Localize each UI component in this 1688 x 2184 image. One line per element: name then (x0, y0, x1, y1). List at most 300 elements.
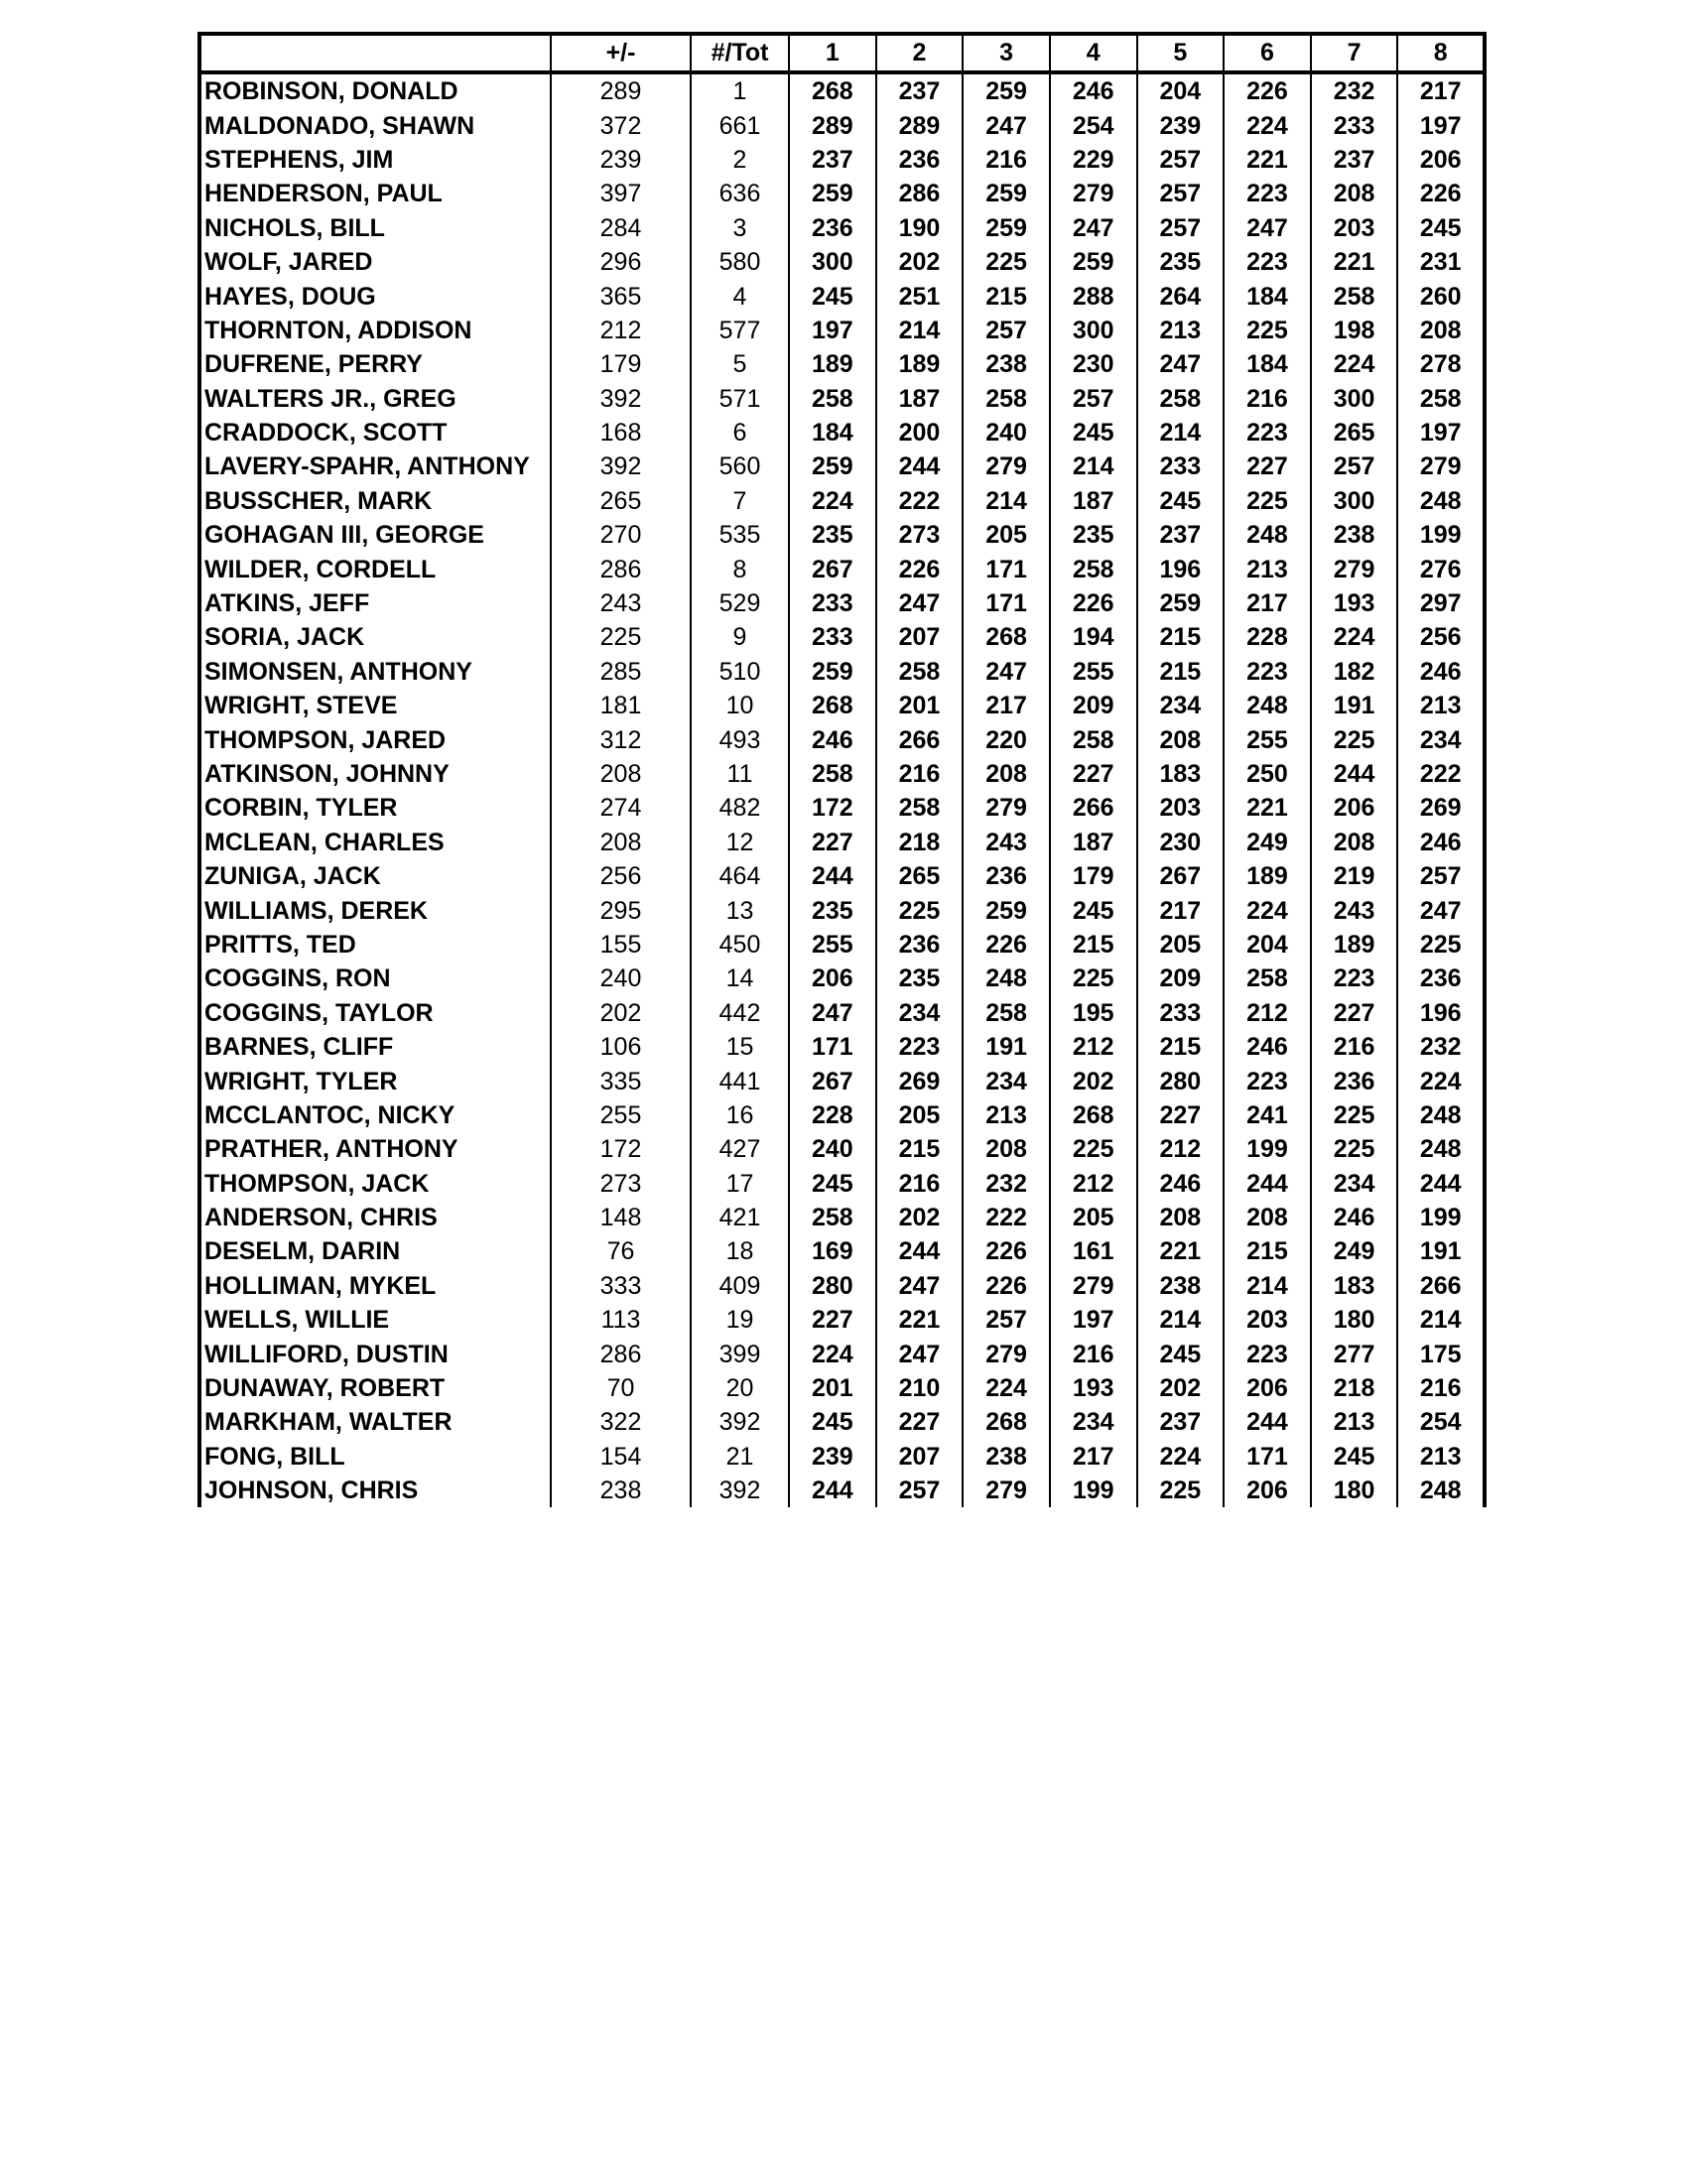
bowler-name: DESELM, DARIN (199, 1234, 551, 1268)
table-row (199, 484, 1485, 518)
game-score-5: 246 (1137, 1167, 1225, 1201)
table-row (199, 1440, 1485, 1474)
game-score-2: 236 (876, 928, 964, 962)
game-score-5: 257 (1137, 177, 1225, 210)
bowler-name: WELLS, WILLIE (199, 1303, 551, 1337)
number-total-value: 529 (691, 586, 789, 620)
game-score-2: 236 (876, 143, 964, 177)
game-score-5: 233 (1137, 996, 1225, 1030)
game-score-7: 277 (1311, 1337, 1398, 1370)
game-score-6: 241 (1224, 1098, 1311, 1132)
game-score-1: 245 (789, 1167, 876, 1201)
game-score-2: 258 (876, 655, 964, 689)
plus-minus-value: 154 (551, 1440, 691, 1474)
game-score-7: 206 (1311, 791, 1398, 825)
bowler-name: WALTERS JR., GREG (199, 382, 551, 416)
table-row (199, 382, 1485, 416)
game-score-1: 268 (789, 689, 876, 722)
game-score-1: 258 (789, 1201, 876, 1234)
game-score-3: 236 (963, 859, 1050, 893)
game-score-4: 279 (1050, 177, 1137, 210)
plus-minus-value: 270 (551, 518, 691, 552)
game-score-8: 231 (1397, 245, 1485, 279)
game-score-5: 209 (1137, 962, 1225, 995)
number-total-value: 661 (691, 108, 789, 142)
bowler-name: BARNES, CLIFF (199, 1030, 551, 1064)
number-total-value: 493 (691, 722, 789, 756)
number-total-value: 16 (691, 1098, 789, 1132)
number-total-value: 399 (691, 1337, 789, 1370)
game-score-1: 233 (789, 586, 876, 620)
game-score-5: 245 (1137, 484, 1225, 518)
game-score-7: 237 (1311, 143, 1398, 177)
game-score-6: 217 (1224, 586, 1311, 620)
game-score-2: 200 (876, 416, 964, 450)
number-total-value: 10 (691, 689, 789, 722)
game-score-3: 257 (963, 314, 1050, 347)
game-score-2: 216 (876, 757, 964, 791)
game-score-3: 240 (963, 416, 1050, 450)
game-score-6: 214 (1224, 1269, 1311, 1303)
game-score-7: 225 (1311, 722, 1398, 756)
game-score-8: 276 (1397, 552, 1485, 585)
game-score-7: 300 (1311, 382, 1398, 416)
game-score-1: 235 (789, 893, 876, 927)
game-score-6: 223 (1224, 1064, 1311, 1097)
game-score-5: 214 (1137, 1303, 1225, 1337)
plus-minus-value: 265 (551, 484, 691, 518)
game-score-5: 237 (1137, 518, 1225, 552)
game-score-6: 247 (1224, 211, 1311, 245)
game-score-3: 225 (963, 245, 1050, 279)
game-score-4: 225 (1050, 962, 1137, 995)
number-total-value: 1 (691, 72, 789, 108)
bowler-name: THOMPSON, JACK (199, 1167, 551, 1201)
game-score-3: 259 (963, 72, 1050, 108)
number-total-value: 17 (691, 1167, 789, 1201)
game-score-2: 205 (876, 1098, 964, 1132)
plus-minus-value: 148 (551, 1201, 691, 1234)
game-score-8: 197 (1397, 108, 1485, 142)
plus-minus-value: 285 (551, 655, 691, 689)
bowler-name: PRATHER, ANTHONY (199, 1132, 551, 1166)
game-score-4: 255 (1050, 655, 1137, 689)
table-row (199, 962, 1485, 995)
game-score-5: 215 (1137, 620, 1225, 654)
game-score-6: 223 (1224, 177, 1311, 210)
number-total-value: 580 (691, 245, 789, 279)
game-score-1: 245 (789, 279, 876, 313)
plus-minus-value: 392 (551, 450, 691, 483)
game-score-8: 191 (1397, 1234, 1485, 1268)
game-score-4: 161 (1050, 1234, 1137, 1268)
game-score-8: 236 (1397, 962, 1485, 995)
plus-minus-value: 365 (551, 279, 691, 313)
game-score-2: 215 (876, 1132, 964, 1166)
table-row (199, 450, 1485, 483)
bowler-name: COGGINS, RON (199, 962, 551, 995)
game-score-2: 266 (876, 722, 964, 756)
game-score-3: 279 (963, 1337, 1050, 1370)
bowler-name: WOLF, JARED (199, 245, 551, 279)
game-score-7: 279 (1311, 552, 1398, 585)
game-score-6: 255 (1224, 722, 1311, 756)
number-total-value: 18 (691, 1234, 789, 1268)
game-score-4: 205 (1050, 1201, 1137, 1234)
table-row (199, 177, 1485, 210)
bowler-name: JOHNSON, CHRIS (199, 1474, 551, 1507)
game-score-8: 197 (1397, 416, 1485, 450)
game-score-4: 245 (1050, 416, 1137, 450)
bowler-name: WILDER, CORDELL (199, 552, 551, 585)
plus-minus-value: 312 (551, 722, 691, 756)
game-score-3: 208 (963, 757, 1050, 791)
game-score-5: 280 (1137, 1064, 1225, 1097)
number-total-value: 7 (691, 484, 789, 518)
game-score-2: 227 (876, 1405, 964, 1439)
game-score-2: 201 (876, 689, 964, 722)
game-score-3: 259 (963, 893, 1050, 927)
game-score-1: 240 (789, 1132, 876, 1166)
game-score-4: 209 (1050, 689, 1137, 722)
game-score-8: 208 (1397, 314, 1485, 347)
game-score-4: 258 (1050, 722, 1137, 756)
bowler-name: HOLLIMAN, MYKEL (199, 1269, 551, 1303)
game-score-2: 222 (876, 484, 964, 518)
game-score-2: 226 (876, 552, 964, 585)
game-score-2: 247 (876, 586, 964, 620)
game-score-1: 300 (789, 245, 876, 279)
number-total-value: 9 (691, 620, 789, 654)
plus-minus-value: 179 (551, 347, 691, 381)
game-score-6: 224 (1224, 108, 1311, 142)
table-row (199, 859, 1485, 893)
game-score-7: 238 (1311, 518, 1398, 552)
game-score-1: 237 (789, 143, 876, 177)
game-score-8: 269 (1397, 791, 1485, 825)
game-score-8: 199 (1397, 518, 1485, 552)
plus-minus-value: 70 (551, 1371, 691, 1405)
game-score-2: 237 (876, 72, 964, 108)
plus-minus-value: 212 (551, 314, 691, 347)
game-score-3: 248 (963, 962, 1050, 995)
table-row (199, 1474, 1485, 1507)
bowler-name: THORNTON, ADDISON (199, 314, 551, 347)
game-score-8: 224 (1397, 1064, 1485, 1097)
game-score-4: 234 (1050, 1405, 1137, 1439)
game-score-1: 171 (789, 1030, 876, 1064)
game-score-1: 224 (789, 484, 876, 518)
game-score-5: 267 (1137, 859, 1225, 893)
game-score-4: 266 (1050, 791, 1137, 825)
game-score-1: 267 (789, 1064, 876, 1097)
game-score-8: 256 (1397, 620, 1485, 654)
game-score-5: 196 (1137, 552, 1225, 585)
table-row (199, 279, 1485, 313)
game-score-7: 227 (1311, 996, 1398, 1030)
number-total-value: 6 (691, 416, 789, 450)
game-score-7: 213 (1311, 1405, 1398, 1439)
game-score-7: 233 (1311, 108, 1398, 142)
game-score-2: 223 (876, 1030, 964, 1064)
game-score-3: 226 (963, 1234, 1050, 1268)
header-number-total: #/Tot (691, 34, 789, 72)
game-score-5: 257 (1137, 143, 1225, 177)
game-score-8: 248 (1397, 484, 1485, 518)
plus-minus-value: 239 (551, 143, 691, 177)
game-score-1: 235 (789, 518, 876, 552)
number-total-value: 5 (691, 347, 789, 381)
bowler-name: MCCLANTOC, NICKY (199, 1098, 551, 1132)
game-score-8: 214 (1397, 1303, 1485, 1337)
game-score-2: 247 (876, 1269, 964, 1303)
game-score-8: 297 (1397, 586, 1485, 620)
game-score-2: 258 (876, 791, 964, 825)
game-score-4: 235 (1050, 518, 1137, 552)
plus-minus-value: 225 (551, 620, 691, 654)
number-total-value: 535 (691, 518, 789, 552)
plus-minus-value: 172 (551, 1132, 691, 1166)
game-score-4: 254 (1050, 108, 1137, 142)
game-score-7: 180 (1311, 1303, 1398, 1337)
game-score-7: 183 (1311, 1269, 1398, 1303)
game-score-8: 248 (1397, 1474, 1485, 1507)
game-score-5: 203 (1137, 791, 1225, 825)
game-score-1: 258 (789, 757, 876, 791)
game-score-7: 249 (1311, 1234, 1398, 1268)
game-score-2: 207 (876, 620, 964, 654)
game-score-8: 225 (1397, 928, 1485, 962)
game-score-5: 215 (1137, 1030, 1225, 1064)
game-score-1: 189 (789, 347, 876, 381)
game-score-5: 217 (1137, 893, 1225, 927)
bowler-name: CORBIN, TYLER (199, 791, 551, 825)
game-score-3: 191 (963, 1030, 1050, 1064)
game-score-5: 237 (1137, 1405, 1225, 1439)
game-score-8: 257 (1397, 859, 1485, 893)
game-score-7: 234 (1311, 1167, 1398, 1201)
game-score-7: 182 (1311, 655, 1398, 689)
game-score-4: 199 (1050, 1474, 1137, 1507)
game-score-7: 245 (1311, 1440, 1398, 1474)
number-total-value: 510 (691, 655, 789, 689)
game-score-3: 224 (963, 1371, 1050, 1405)
game-score-8: 248 (1397, 1132, 1485, 1166)
game-score-3: 259 (963, 211, 1050, 245)
score-table (197, 32, 1487, 1507)
game-score-4: 227 (1050, 757, 1137, 791)
game-score-3: 257 (963, 1303, 1050, 1337)
game-score-3: 259 (963, 177, 1050, 210)
game-score-3: 268 (963, 1405, 1050, 1439)
table-row (199, 552, 1485, 585)
game-score-3: 279 (963, 450, 1050, 483)
game-score-1: 246 (789, 722, 876, 756)
game-score-1: 197 (789, 314, 876, 347)
game-score-3: 279 (963, 791, 1050, 825)
bowler-name: WRIGHT, STEVE (199, 689, 551, 722)
game-score-4: 214 (1050, 450, 1137, 483)
game-score-4: 212 (1050, 1167, 1137, 1201)
game-score-6: 206 (1224, 1371, 1311, 1405)
game-score-6: 248 (1224, 518, 1311, 552)
table-row (199, 722, 1485, 756)
table-row (199, 416, 1485, 450)
game-score-3: 222 (963, 1201, 1050, 1234)
game-score-5: 230 (1137, 826, 1225, 859)
game-score-7: 257 (1311, 450, 1398, 483)
bowler-name: WILLIFORD, DUSTIN (199, 1337, 551, 1370)
game-score-7: 300 (1311, 484, 1398, 518)
game-score-7: 198 (1311, 314, 1398, 347)
bowler-name: CRADDOCK, SCOTT (199, 416, 551, 450)
game-score-6: 184 (1224, 347, 1311, 381)
game-score-4: 187 (1050, 484, 1137, 518)
game-score-7: 224 (1311, 620, 1398, 654)
number-total-value: 14 (691, 962, 789, 995)
game-score-8: 206 (1397, 143, 1485, 177)
game-score-1: 244 (789, 859, 876, 893)
game-score-1: 224 (789, 1337, 876, 1370)
game-score-4: 258 (1050, 552, 1137, 585)
game-score-6: 225 (1224, 314, 1311, 347)
game-score-4: 245 (1050, 893, 1137, 927)
game-score-2: 244 (876, 450, 964, 483)
table-row (199, 1098, 1485, 1132)
bowler-name: ROBINSON, DONALD (199, 72, 551, 108)
number-total-value: 20 (691, 1371, 789, 1405)
game-score-6: 223 (1224, 1337, 1311, 1370)
game-score-5: 239 (1137, 108, 1225, 142)
game-score-1: 245 (789, 1405, 876, 1439)
game-score-6: 221 (1224, 791, 1311, 825)
game-score-2: 225 (876, 893, 964, 927)
game-score-3: 268 (963, 620, 1050, 654)
game-score-1: 239 (789, 1440, 876, 1474)
game-score-4: 230 (1050, 347, 1137, 381)
number-total-value: 21 (691, 1440, 789, 1474)
game-score-4: 193 (1050, 1371, 1137, 1405)
game-score-6: 258 (1224, 962, 1311, 995)
plus-minus-value: 155 (551, 928, 691, 962)
bowler-name: GOHAGAN III, GEORGE (199, 518, 551, 552)
bowler-name: DUNAWAY, ROBERT (199, 1371, 551, 1405)
game-score-7: 225 (1311, 1098, 1398, 1132)
game-score-1: 236 (789, 211, 876, 245)
game-score-6: 216 (1224, 382, 1311, 416)
game-score-4: 216 (1050, 1337, 1137, 1370)
game-score-7: 224 (1311, 347, 1398, 381)
plus-minus-value: 238 (551, 1474, 691, 1507)
game-score-8: 196 (1397, 996, 1485, 1030)
table-row (199, 757, 1485, 791)
bowler-name: WILLIAMS, DEREK (199, 893, 551, 927)
game-score-2: 218 (876, 826, 964, 859)
bowler-name: MALDONADO, SHAWN (199, 108, 551, 142)
game-score-8: 232 (1397, 1030, 1485, 1064)
game-score-3: 171 (963, 552, 1050, 585)
bowler-name: LAVERY-SPAHR, ANTHONY (199, 450, 551, 483)
game-score-2: 216 (876, 1167, 964, 1201)
game-score-4: 257 (1050, 382, 1137, 416)
game-score-1: 268 (789, 72, 876, 108)
game-score-8: 222 (1397, 757, 1485, 791)
game-score-4: 187 (1050, 826, 1137, 859)
game-score-6: 244 (1224, 1167, 1311, 1201)
game-score-6: 224 (1224, 893, 1311, 927)
number-total-value: 421 (691, 1201, 789, 1234)
bowler-name: BUSSCHER, MARK (199, 484, 551, 518)
game-score-4: 247 (1050, 211, 1137, 245)
table-row (199, 689, 1485, 722)
plus-minus-value: 284 (551, 211, 691, 245)
header-plus-minus: +/- (551, 34, 691, 72)
game-score-8: 217 (1397, 72, 1485, 108)
game-score-1: 289 (789, 108, 876, 142)
game-score-5: 213 (1137, 314, 1225, 347)
game-score-2: 247 (876, 1337, 964, 1370)
number-total-value: 3 (691, 211, 789, 245)
game-score-4: 246 (1050, 72, 1137, 108)
plus-minus-value: 243 (551, 586, 691, 620)
game-score-8: 246 (1397, 826, 1485, 859)
table-row (199, 1371, 1485, 1405)
game-score-2: 202 (876, 245, 964, 279)
game-score-3: 208 (963, 1132, 1050, 1166)
game-score-1: 227 (789, 826, 876, 859)
game-score-3: 279 (963, 1474, 1050, 1507)
game-score-7: 243 (1311, 893, 1398, 927)
header-game-1: 1 (789, 34, 876, 72)
game-score-4: 179 (1050, 859, 1137, 893)
game-score-6: 225 (1224, 484, 1311, 518)
game-score-2: 221 (876, 1303, 964, 1337)
game-score-4: 229 (1050, 143, 1137, 177)
game-score-8: 260 (1397, 279, 1485, 313)
game-score-7: 221 (1311, 245, 1398, 279)
game-score-3: 213 (963, 1098, 1050, 1132)
game-score-5: 259 (1137, 586, 1225, 620)
game-score-4: 215 (1050, 928, 1137, 962)
game-score-6: 223 (1224, 245, 1311, 279)
game-score-2: 251 (876, 279, 964, 313)
plus-minus-value: 286 (551, 1337, 691, 1370)
game-score-7: 180 (1311, 1474, 1398, 1507)
game-score-6: 226 (1224, 72, 1311, 108)
game-score-8: 244 (1397, 1167, 1485, 1201)
bowler-name: HENDERSON, PAUL (199, 177, 551, 210)
game-score-3: 247 (963, 108, 1050, 142)
table-row (199, 211, 1485, 245)
game-score-3: 226 (963, 928, 1050, 962)
game-score-8: 216 (1397, 1371, 1485, 1405)
plus-minus-value: 181 (551, 689, 691, 722)
header-game-6: 6 (1224, 34, 1311, 72)
game-score-3: 238 (963, 1440, 1050, 1474)
table-row (199, 245, 1485, 279)
game-score-4: 279 (1050, 1269, 1137, 1303)
game-score-7: 216 (1311, 1030, 1398, 1064)
game-score-1: 169 (789, 1234, 876, 1268)
game-score-7: 219 (1311, 859, 1398, 893)
table-row (199, 1132, 1485, 1166)
number-total-value: 482 (691, 791, 789, 825)
game-score-3: 216 (963, 143, 1050, 177)
table-row (199, 1234, 1485, 1268)
bowler-name: STEPHENS, JIM (199, 143, 551, 177)
bowler-name: THOMPSON, JARED (199, 722, 551, 756)
game-score-3: 232 (963, 1167, 1050, 1201)
